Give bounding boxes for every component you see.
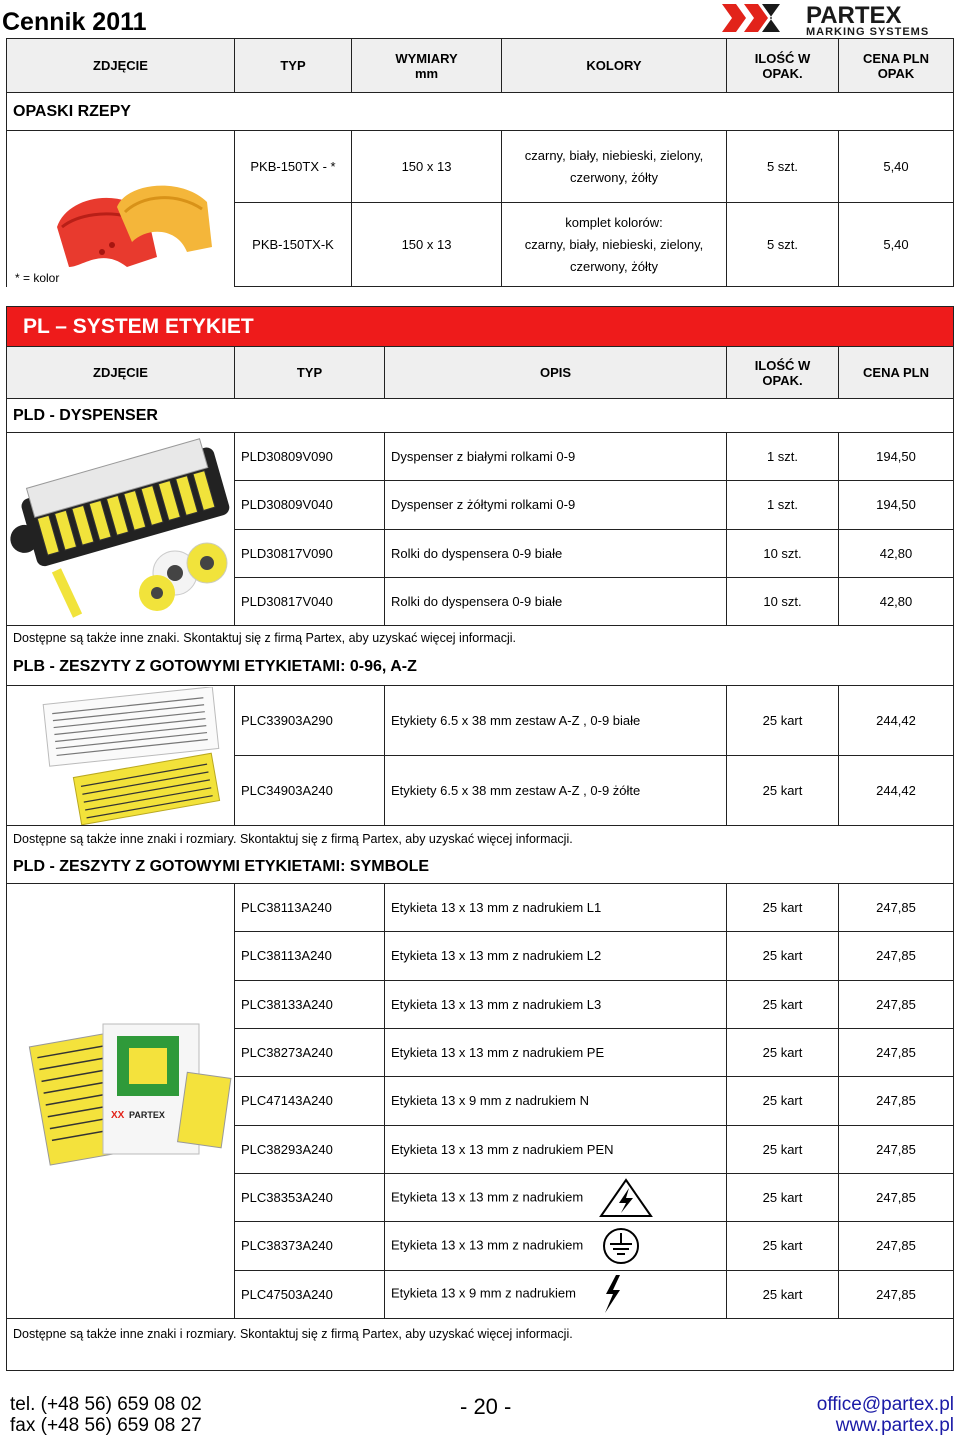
qty-cell: 10 szt. (727, 529, 839, 577)
product-photo-velcro-straps (7, 131, 235, 287)
qty-cell: 25 kart (727, 980, 839, 1028)
section-note: Dostępne są także inne znaki i rozmiary. Skontaktuj się z firmą Partex, aby uzyskać więcej informacji. (7, 1319, 954, 1371)
lightning-bolt-icon (600, 1274, 624, 1314)
col-price: CENA PLN OPAK (839, 39, 954, 93)
qty-cell: 25 kart (727, 1125, 839, 1173)
price-cell: 247,85 (839, 932, 954, 980)
type-cell: PLC38133A240 (235, 980, 385, 1028)
footer-fax: fax (+48 56) 659 08 27 (10, 1415, 202, 1436)
col-type: TYP (235, 39, 352, 93)
section-note: Dostępne są także inne znaki. Skontaktuj się z firmą Partex, aby uzyskać więcej informacji. (7, 626, 954, 650)
product-photo-label-books (7, 686, 235, 826)
qty-cell: 25 kart (727, 686, 839, 756)
desc-cell: Etykieta 13 x 13 mm z nadrukiem PEN (385, 1125, 727, 1173)
type-cell: PLC38353A240 (235, 1173, 385, 1221)
desc-cell: Etykieta 13 x 13 mm z nadrukiem PE (385, 1028, 727, 1076)
price-cell: 247,85 (839, 980, 954, 1028)
col-price: CENA PLN (839, 347, 954, 399)
desc-cell: Rolki do dyspensera 0-9 białe (385, 577, 727, 625)
col-type: TYP (235, 347, 385, 399)
qty-cell: 25 kart (727, 1028, 839, 1076)
type-cell: PLD30809V040 (235, 481, 385, 529)
type-cell: PLD30817V040 (235, 577, 385, 625)
logo-brand: PARTEX (806, 2, 902, 29)
svg-text:XX: XX (111, 1110, 125, 1121)
desc-cell: Dyspenser z żółtymi rolkami 0-9 (385, 481, 727, 529)
price-cell: 247,85 (839, 884, 954, 932)
type-cell: PLC38273A240 (235, 1028, 385, 1076)
colors-cell: czarny, biały, niebieski, zielony, czerwony, żółty (502, 131, 727, 203)
price-cell: 244,42 (839, 756, 954, 826)
qty-cell: 25 kart (727, 884, 839, 932)
footer-tel: tel. (+48 56) 659 08 02 (10, 1394, 202, 1415)
earth-ground-circle-icon (601, 1226, 641, 1266)
price-cell: 247,85 (839, 1028, 954, 1076)
desc-cell: Etykieta 13 x 13 mm z nadrukiem L3 (385, 980, 727, 1028)
desc-cell: Etykieta 13 x 13 mm z nadrukiem L2 (385, 932, 727, 980)
price-cell: 5,40 (839, 131, 954, 203)
col-desc: OPIS (385, 347, 727, 399)
price-cell: 247,85 (839, 1270, 954, 1318)
type-cell: PLC47143A240 (235, 1077, 385, 1125)
desc-cell: Rolki do dyspensera 0-9 białe (385, 529, 727, 577)
desc-cell: Etykiety 6.5 x 38 mm zestaw A-Z , 0-9 żółte (385, 756, 727, 826)
table-row (7, 686, 954, 756)
desc-cell: Etykiety 6.5 x 38 mm zestaw A-Z , 0-9 białe (385, 686, 727, 756)
desc-cell: Etykieta 13 x 13 mm z nadrukiem L1 (385, 884, 727, 932)
high-voltage-triangle-icon (599, 1178, 653, 1218)
table-row (7, 433, 954, 481)
footer-phones (10, 1394, 202, 1436)
qty-cell: 25 kart (727, 1222, 839, 1270)
logo-tagline: MARKING SYSTEMS (806, 26, 930, 36)
product-photo-symbol-books (7, 884, 235, 1319)
price-cell: 247,85 (839, 1173, 954, 1221)
price-cell: 247,85 (839, 1125, 954, 1173)
type-cell: PKB-150TX-K (235, 203, 352, 287)
col-photo: ZDJĘCIE (7, 347, 235, 399)
table-system-etykiet (6, 306, 954, 1371)
section-note: Dostępne są także inne znaki i rozmiary. Skontaktuj się z firmą Partex, aby uzyskać więcej informacji. (7, 826, 954, 852)
qty-cell: 25 kart (727, 932, 839, 980)
qty-cell: 25 kart (727, 1077, 839, 1125)
xx-mark-icon (722, 4, 780, 32)
price-cell: 5,40 (839, 203, 954, 287)
section-title: OPASKI RZEPY (7, 93, 954, 131)
desc-cell: Dyspenser z białymi rolkami 0-9 (385, 433, 727, 481)
desc-cell: Etykieta 13 x 9 mm z nadrukiem N (385, 1077, 727, 1125)
type-cell: PLC38113A240 (235, 884, 385, 932)
type-cell: PLD30817V090 (235, 529, 385, 577)
page-title: Cennik 2011 (2, 8, 147, 36)
section-title: PLD - ZESZYTY Z GOTOWYMI ETYKIETAMI: SYMBOLE (7, 852, 954, 884)
table-row (7, 884, 954, 932)
qty-cell: 5 szt. (727, 203, 839, 287)
price-cell: 247,85 (839, 1077, 954, 1125)
desc-cell: Etykieta 13 x 9 mm z nadrukiem (385, 1270, 727, 1318)
qty-cell: 10 szt. (727, 577, 839, 625)
colors-cell: komplet kolorów: czarny, biały, niebieski, zielony, czerwony, żółty (502, 203, 727, 287)
price-cell: 42,80 (839, 529, 954, 577)
col-dims: WYMIARY mm (352, 39, 502, 93)
footer-web-link[interactable]: www.partex.pl (835, 1415, 954, 1436)
type-cell: PLD30809V090 (235, 433, 385, 481)
type-cell: PKB-150TX - * (235, 131, 352, 203)
qty-cell: 25 kart (727, 756, 839, 826)
svg-text:PARTEX: PARTEX (129, 1110, 165, 1120)
footer-email-link[interactable]: office@partex.pl (816, 1394, 954, 1415)
footer-contacts (817, 1394, 954, 1436)
section-title: PLB - ZESZYTY Z GOTOWYMI ETYKIETAMI: 0-96, A-Z (7, 650, 954, 686)
table-header (7, 347, 954, 399)
product-photo-dispenser (7, 433, 235, 626)
qty-cell: 1 szt. (727, 433, 839, 481)
type-cell: PLC33903A290 (235, 686, 385, 756)
type-cell: PLC38373A240 (235, 1222, 385, 1270)
partex-logo (722, 2, 954, 36)
price-cell: 194,50 (839, 433, 954, 481)
section-banner: PL – SYSTEM ETYKIET (7, 307, 954, 347)
qty-cell: 25 kart (727, 1173, 839, 1221)
type-cell: PLC38293A240 (235, 1125, 385, 1173)
section-title: PLD - DYSPENSER (7, 399, 954, 433)
desc-cell: Etykieta 13 x 13 mm z nadrukiem (385, 1173, 727, 1221)
qty-cell: 25 kart (727, 1270, 839, 1318)
table-opaski (6, 38, 954, 287)
qty-cell: 1 szt. (727, 481, 839, 529)
col-qty: ILOŚĆ W OPAK. (727, 347, 839, 399)
col-qty: ILOŚĆ W OPAK. (727, 39, 839, 93)
table-header (7, 39, 954, 93)
price-cell: 247,85 (839, 1222, 954, 1270)
qty-cell: 5 szt. (727, 131, 839, 203)
page-number: - 20 - (460, 1394, 512, 1419)
dims-cell: 150 x 13 (352, 131, 502, 203)
price-cell: 42,80 (839, 577, 954, 625)
table-row (7, 131, 954, 203)
type-cell: PLC47503A240 (235, 1270, 385, 1318)
price-cell: 194,50 (839, 481, 954, 529)
type-cell: PLC34903A240 (235, 756, 385, 826)
col-photo: ZDJĘCIE (7, 39, 235, 93)
desc-cell: Etykieta 13 x 13 mm z nadrukiem (385, 1222, 727, 1270)
col-colors: KOLORY (502, 39, 727, 93)
price-cell: 244,42 (839, 686, 954, 756)
footnote: * = kolor (15, 270, 60, 285)
type-cell: PLC38113A240 (235, 932, 385, 980)
dims-cell: 150 x 13 (352, 203, 502, 287)
